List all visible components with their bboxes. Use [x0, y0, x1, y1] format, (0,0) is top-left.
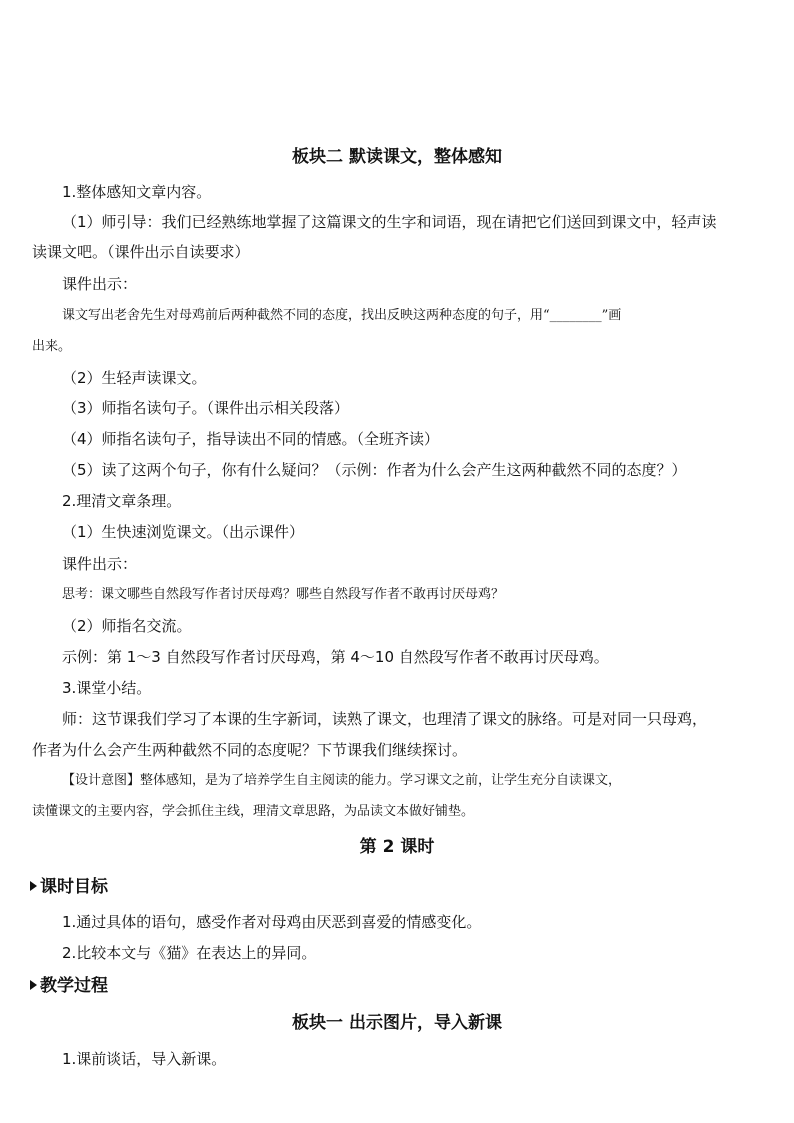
paragraph: （1）师引导：我们已经熟练地掌握了这篇课文的生字和词语，现在请把它们送回到课文中，轻声读	[62, 213, 717, 231]
paragraph: 作者为什么会产生两种截然不同的态度呢？下节课我们继续探讨。	[32, 741, 468, 759]
paragraph: （2）生轻声读课文。	[62, 369, 207, 387]
triangle-bullet-icon	[30, 980, 37, 990]
paragraph: （4）师指名读句子，指导读出不同的情感。（全班齐读）	[62, 430, 440, 448]
block1-heading: 板块一 出示图片，导入新课	[292, 1013, 502, 1033]
paragraph: 读课文吧。（课件出示自读要求）	[32, 243, 250, 261]
design-intent: 读懂课文的主要内容，学会抓住主线，理清文章思路，为品读文本做好铺垫。	[32, 804, 475, 819]
courseware-text: 课文写出老舍先生对母鸡前后两种截然不同的态度，找出反映这两种态度的句子，用“________”画	[62, 308, 622, 323]
goal-item: 1.通过具体的语句，感受作者对母鸡由厌恶到喜爱的情感变化。	[62, 913, 482, 931]
paragraph: 课件出示：	[62, 555, 138, 573]
block2-heading: 板块二 默读课文，整体感知	[292, 147, 502, 167]
process-heading-label: 教学过程	[40, 976, 108, 996]
paragraph: 3.课堂小结。	[62, 679, 152, 697]
paragraph: （5）读了这两个句子，你有什么疑问？（示例：作者为什么会产生这两种截然不同的态度？）	[62, 461, 687, 479]
design-intent: 【设计意图】整体感知，是为了培养学生自主阅读的能力。学习课文之前，让学生充分自读课文，	[62, 773, 622, 788]
goals-heading	[30, 877, 108, 897]
paragraph: 1.课前谈话，导入新课。	[62, 1050, 227, 1068]
goal-item: 2.比较本文与《猫》在表达上的异同。	[62, 944, 317, 962]
paragraph: （1）生快速浏览课文。（出示课件）	[62, 523, 305, 541]
paragraph: 课件出示：	[62, 275, 138, 293]
paragraph: （3）师指名读句子。（课件出示相关段落）	[62, 399, 350, 417]
courseware-text: 思考：课文哪些自然段写作者讨厌母鸡？哪些自然段写作者不敢再讨厌母鸡？	[62, 587, 505, 602]
triangle-bullet-icon	[30, 881, 37, 891]
paragraph: 2.理清文章条理。	[62, 492, 182, 510]
paragraph: 示例：第 1～3 自然段写作者讨厌母鸡，第 4～10 自然段写作者不敢再讨厌母鸡。	[62, 648, 609, 666]
goals-heading-label: 课时目标	[40, 877, 108, 897]
lesson-2-heading: 第 2 课时	[359, 837, 435, 857]
process-heading	[30, 976, 108, 996]
paragraph: （2）师指名交流。	[62, 617, 192, 635]
paragraph: 师：这节课我们学习了本课的生字新词，读熟了课文，也理清了课文的脉络。可是对同一只母鸡，	[62, 710, 708, 728]
paragraph: 1.整体感知文章内容。	[62, 183, 212, 201]
courseware-text: 出来。	[32, 339, 72, 354]
